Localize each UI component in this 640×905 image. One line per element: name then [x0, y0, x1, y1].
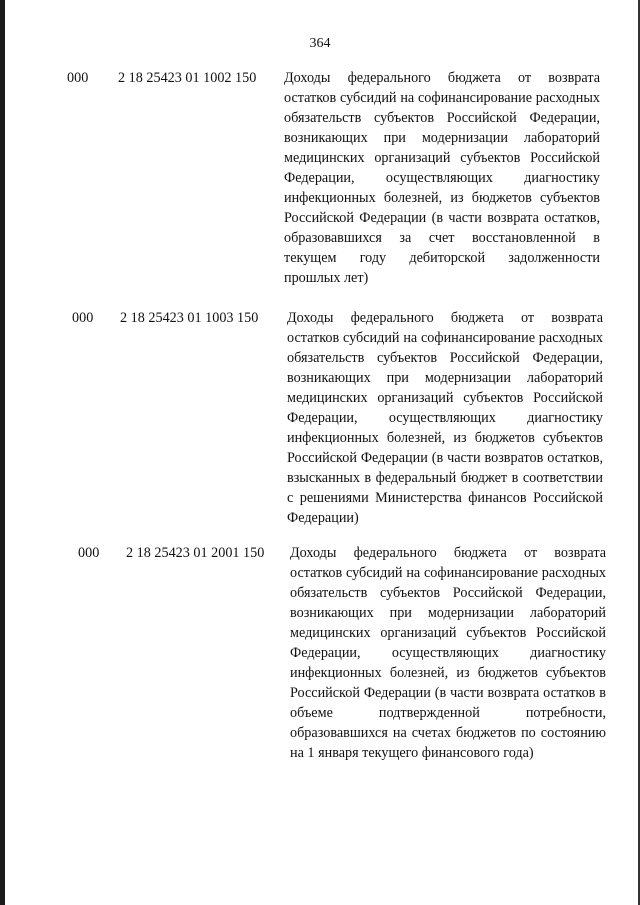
admin-code: 000	[67, 70, 89, 86]
kbk-code: 2 18 25423 01 2001 150	[126, 545, 265, 561]
admin-code: 000	[78, 545, 100, 561]
code-description: Доходы федерального бюджета от возврата остатков субсидий на софинансирование расходных обязательств субъектов Российской Федерации, возникающих при модернизации лабораторий медицинских организаций субъектов Российской Федерации, осуществляющих диагностику инфекционных болезней, из бюджетов субъектов Российской Федерации (в части возврата остатков в объеме подтвержденной потребности, образовавшихся на счетах бюджетов по состоянию на 1 января текущего финансового года)	[290, 545, 606, 761]
kbk-code: 2 18 25423 01 1002 150	[118, 70, 257, 86]
admin-code: 000	[72, 310, 94, 326]
kbk-code: 2 18 25423 01 1003 150	[120, 310, 259, 326]
scan-edge-left	[0, 0, 5, 905]
page-number: 364	[309, 36, 331, 51]
code-description: Доходы федерального бюджета от возврата остатков субсидий на софинансирование расходных обязательств субъектов Российской Федерации, возникающих при модернизации лабораторий медицинских организаций субъектов Российской Федерации, осуществляющих диагностику инфекционных болезней, из бюджетов субъектов Российской Федерации (в части возвратов остатков, взысканных в федеральный бюджет в соответствии с решениями Министерства финансов Российской Федерации)	[287, 310, 603, 526]
code-description: Доходы федерального бюджета от возврата остатков субсидий на софинансирование расходных обязательств субъектов Российской Федерации, возникающих при модернизации лабораторий медицинских организаций субъектов Российской Федерации, осуществляющих диагностику инфекционных болезней, из бюджетов субъектов Российской Федерации (в части возврата остатков, образовавшихся за счет восстановленной в текущем году дебиторской задолженности прошлых лет)	[284, 70, 600, 286]
